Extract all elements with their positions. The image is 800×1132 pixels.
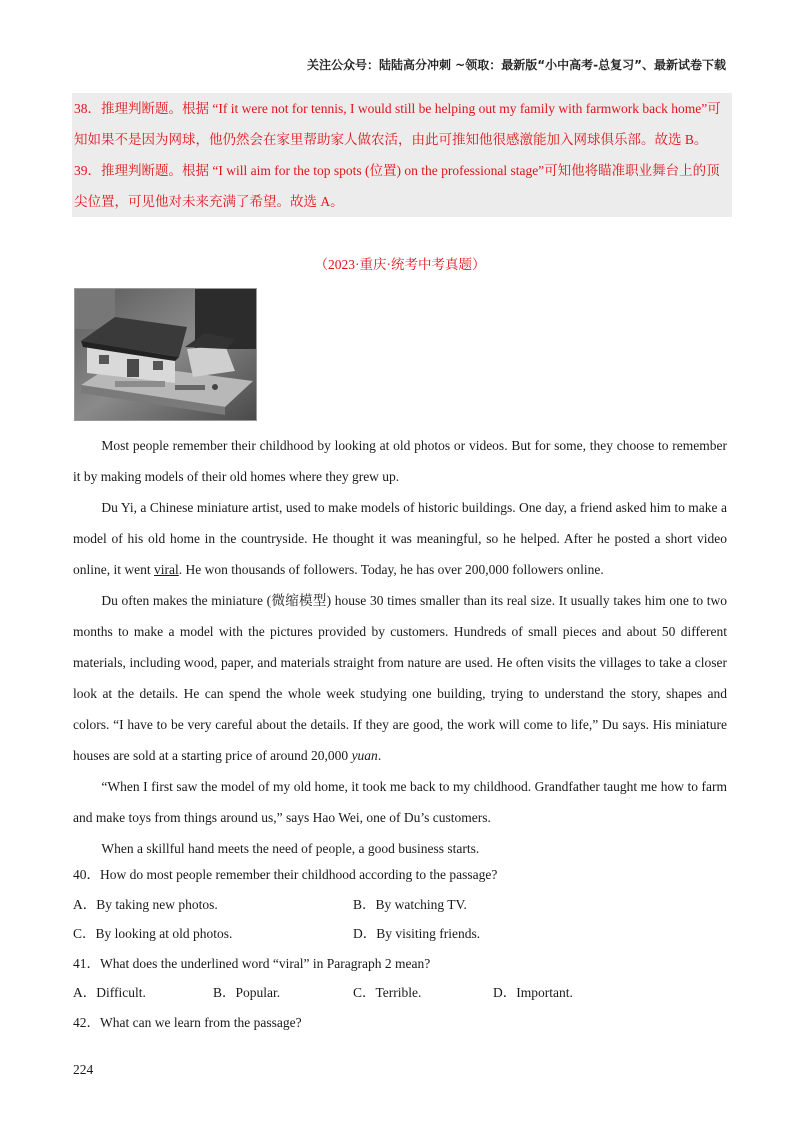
- source-label: （2023·重庆·统考中考真题）: [314, 257, 486, 272]
- q41-option-b[interactable]: B．Popular.: [213, 985, 281, 1000]
- question-40-options-row-1: [73, 890, 727, 920]
- paragraph-2-text-a: Du Yi, a Chinese miniature artist, used to make models of historic buildings. One day, a friend asked him to make a model of his old home in the countryside. He thought it was meaningful, so he helped. After he posted a short video online, it went: [73, 500, 727, 577]
- paragraph-5: When a skillful hand meets the need of people, a good business starts.: [101, 841, 480, 856]
- q40-option-c[interactable]: C．By looking at old photos.: [73, 926, 233, 941]
- q41-option-a[interactable]: A．Difficult.: [73, 985, 146, 1000]
- underlined-word-viral: viral: [154, 562, 179, 577]
- answer-38: 38．推理判断题。根据 “If it were not for tennis, I would still be helping out my family with farmwork back home”可知如果不是因为网球，他仍然会在家里帮助家人做农活，由此可推知他很感激能加入网球俱乐部。故选 B。: [74, 101, 721, 147]
- q40-option-a[interactable]: A．By taking new photos.: [73, 896, 218, 912]
- q40-option-d[interactable]: D．By visiting friends.: [353, 926, 481, 941]
- question-42-stem: 42．What can we learn from the passage?: [73, 1014, 302, 1030]
- question-list: [73, 860, 727, 1037]
- miniature-house-illustration: [75, 289, 256, 420]
- miniature-house-photo: [74, 288, 257, 421]
- paragraph-4: “When I first saw the model of my old home, it took me back to my childhood. Grandfather taught me how to farm and make toys from things around us,” says Hao Wei, one of Du’s customers.: [73, 779, 727, 825]
- paragraph-2-text-b: . He won thousands of followers. Today, he has over 200,000 followers online.: [178, 562, 604, 577]
- question-40-options-row-2: [73, 919, 727, 949]
- page-number: 224: [73, 1062, 94, 1077]
- paragraph-3-text-a: Du often makes the miniature (微缩模型) house 30 times smaller than its real size. It usually takes him one to two months to make a model with the pictures provided by customers. Hundreds of small pieces and about 50 different materials, including wood, paper, and materials straight from nature are used. He often visits the villages to take a closer look at the details. He can spend the whole week studying one building, trying to understand the story, shapes and colors. “I have to be very careful about the details. If they are good, the work will come to life,” Du says. His miniature houses are sold at a starting price of around 20,000: [73, 593, 727, 763]
- italic-word-yuan: yuan: [351, 748, 378, 763]
- page-header: 关注公众号：陆陆高分冲刺 ~领取：最新版“小中高考-总复习”、最新试卷下载: [307, 58, 726, 72]
- question-41-stem: 41．What does the underlined word “viral” in Paragraph 2 mean?: [73, 955, 431, 971]
- question-41-options: [73, 978, 727, 1008]
- q41-option-c[interactable]: C．Terrible.: [353, 985, 422, 1000]
- q40-option-b[interactable]: B．By watching TV.: [353, 896, 467, 912]
- paragraph-2: [73, 492, 727, 585]
- q41-option-d[interactable]: D．Important.: [493, 985, 573, 1000]
- answer-39: 39．推理判断题。根据 “I will aim for the top spots (位置) on the professional stage”可知他将瞄准职业舞台上的顶尖位置，可见他对未来充满了希望。故选 A。: [74, 163, 720, 209]
- reading-passage: [73, 430, 727, 864]
- paragraph-1: Most people remember their childhood by looking at old photos or videos. But for some, they choose to remember it by making models of their old homes where they grew up.: [73, 438, 727, 484]
- answer-explanations: [72, 93, 732, 217]
- paragraph-3: [73, 585, 727, 771]
- question-40-stem: 40．How do most people remember their childhood according to the passage?: [73, 867, 498, 882]
- paragraph-3-text-b: .: [377, 748, 382, 763]
